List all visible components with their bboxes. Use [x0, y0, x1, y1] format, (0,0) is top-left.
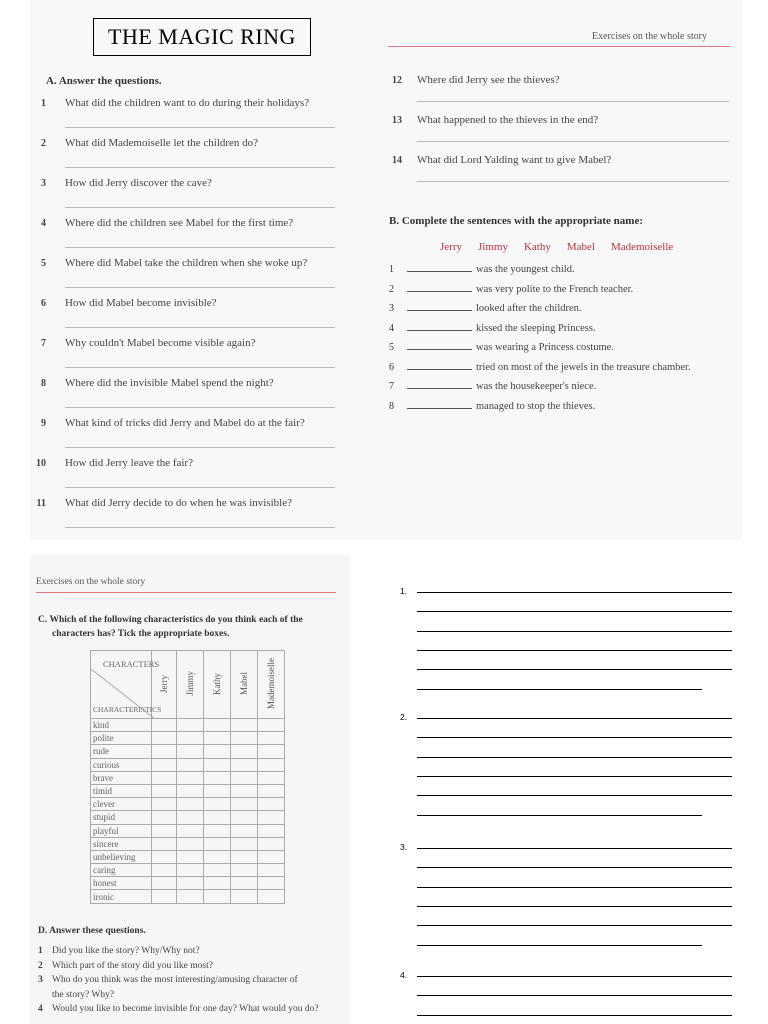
sentence-row — [389, 340, 614, 353]
tick-box[interactable] — [152, 837, 177, 850]
question-number: 4 — [41, 218, 46, 229]
sentence-text: was the housekeeper's niece. — [476, 381, 597, 392]
answer-line[interactable] — [65, 207, 335, 208]
question-number: 1 — [38, 946, 43, 956]
page2-header: Exercises on the whole story — [36, 577, 146, 587]
tick-box[interactable] — [177, 890, 204, 903]
tick-box[interactable] — [231, 877, 258, 890]
section-d-heading: D. Answer these questions. — [38, 926, 146, 936]
answer-number: 1. — [400, 586, 408, 596]
question-number: 1 — [41, 98, 46, 109]
writing-line[interactable] — [417, 1015, 732, 1016]
question-row — [38, 946, 200, 956]
table-corner-cell — [91, 651, 162, 719]
table-row — [91, 824, 285, 837]
answer-line[interactable] — [417, 101, 729, 102]
trait-label: rude — [91, 745, 152, 758]
name-list — [440, 237, 685, 255]
section-c-heading-2: characters has? Tick the appropriate boxes. — [52, 629, 230, 639]
name-blank[interactable] — [407, 379, 472, 389]
answer-line[interactable] — [65, 327, 335, 328]
answer-number: 4. — [400, 970, 408, 980]
tick-box[interactable] — [152, 719, 177, 732]
name-blank[interactable] — [407, 301, 472, 311]
writing-line[interactable] — [417, 592, 732, 593]
tick-box[interactable] — [231, 745, 258, 758]
answer-line[interactable] — [65, 447, 335, 448]
writing-line[interactable] — [417, 611, 732, 612]
question-text: What happened to the thieves in the end? — [417, 114, 599, 126]
writing-line[interactable] — [417, 718, 732, 719]
question-text: Where did the children see Mabel for the first time? — [65, 217, 294, 229]
tick-box[interactable] — [231, 719, 258, 732]
tick-box[interactable] — [152, 850, 177, 863]
tick-box[interactable] — [231, 864, 258, 877]
tick-box[interactable] — [231, 732, 258, 745]
tick-box[interactable] — [204, 864, 231, 877]
name-mademoiselle: Mademoiselle — [610, 241, 674, 253]
tick-box[interactable] — [258, 719, 285, 732]
question-text: What did Lord Yalding want to give Mabel? — [417, 154, 612, 166]
answer-line[interactable] — [65, 407, 335, 408]
trait-label: brave — [91, 771, 152, 784]
question-text: What did Jerry decide to do when he was invisible? — [65, 497, 292, 509]
table-row — [91, 732, 285, 745]
name-blank[interactable] — [407, 340, 472, 350]
answer-line[interactable] — [65, 527, 335, 528]
tick-box[interactable] — [152, 784, 177, 797]
answer-line[interactable] — [65, 247, 335, 248]
tick-box[interactable] — [231, 758, 258, 771]
tick-box[interactable] — [204, 758, 231, 771]
table-row — [91, 771, 285, 784]
question-number: 3 — [41, 178, 46, 189]
sentence-number: 2 — [389, 283, 394, 295]
writing-line[interactable] — [417, 815, 702, 816]
answer-line[interactable] — [65, 127, 335, 128]
writing-line[interactable] — [417, 887, 732, 888]
tick-box[interactable] — [177, 771, 204, 784]
sentence-text: was very polite to the French teacher. — [476, 283, 634, 295]
tick-box[interactable] — [231, 771, 258, 784]
trait-label: ironic — [91, 890, 152, 903]
question-text: the story? Why? — [52, 989, 115, 1000]
sentence-number: 1 — [389, 264, 394, 275]
tick-box[interactable] — [152, 824, 177, 837]
col-header-mabel: Mabel — [231, 651, 258, 719]
sentence-text: was the youngest child. — [476, 264, 575, 275]
sentence-row — [389, 262, 575, 275]
tick-box[interactable] — [204, 824, 231, 837]
tick-box[interactable] — [258, 877, 285, 890]
question-row — [38, 990, 114, 1000]
sentence-number: 7 — [389, 381, 394, 392]
tick-box[interactable] — [152, 732, 177, 745]
question-number: 9 — [41, 418, 46, 429]
question-text: How did Jerry leave the fair? — [65, 457, 193, 469]
tick-box[interactable] — [152, 771, 177, 784]
writing-line[interactable] — [417, 650, 732, 651]
sentence-row — [389, 399, 595, 412]
answer-line[interactable] — [65, 287, 335, 288]
tick-box[interactable] — [177, 877, 204, 890]
answer-line[interactable] — [417, 181, 729, 182]
name-blank[interactable] — [407, 399, 472, 409]
tick-box[interactable] — [152, 745, 177, 758]
tick-box[interactable] — [231, 837, 258, 850]
trait-label: honest — [91, 877, 152, 890]
question-number: 8 — [41, 378, 46, 389]
tick-box[interactable] — [152, 811, 177, 824]
trait-label: polite — [91, 732, 152, 745]
table-row — [91, 719, 285, 732]
table-row — [91, 850, 285, 863]
question-text: What kind of tricks did Jerry and Mabel do at the fair? — [65, 417, 305, 429]
answer-line[interactable] — [65, 167, 335, 168]
sentence-text: managed to stop the thieves. — [476, 400, 596, 412]
name-blank[interactable] — [407, 282, 472, 292]
writing-line[interactable] — [417, 631, 732, 632]
question-number — [38, 990, 52, 1000]
writing-line[interactable] — [417, 737, 732, 738]
tick-box[interactable] — [258, 798, 285, 811]
tick-box[interactable] — [204, 798, 231, 811]
question-number: 12 — [392, 75, 402, 86]
answer-number: 2. — [400, 712, 408, 722]
question-text: What did Mademoiselle let the children do? — [65, 137, 259, 149]
table-row — [91, 745, 285, 758]
tick-box[interactable] — [204, 877, 231, 890]
question-row — [38, 961, 213, 971]
header-exercises: Exercises on the whole story — [592, 31, 707, 42]
trait-label: clever — [91, 798, 152, 811]
page2-header-rule — [36, 592, 336, 593]
tick-box[interactable] — [258, 811, 285, 824]
question-text: How did Mabel become invisible? — [65, 297, 217, 309]
tick-box[interactable] — [231, 890, 258, 903]
question-number: 4 — [38, 1004, 43, 1014]
tick-box[interactable] — [204, 771, 231, 784]
tick-box[interactable] — [204, 745, 231, 758]
tick-box[interactable] — [231, 824, 258, 837]
writing-line[interactable] — [417, 906, 732, 907]
section-b-heading: B. Complete the sentences with the appropriate name: — [389, 215, 643, 227]
sentence-row — [389, 321, 596, 334]
sentence-number: 3 — [389, 303, 394, 314]
answer-line[interactable] — [65, 367, 335, 368]
question-text: Where did the invisible Mabel spend the night? — [65, 377, 274, 389]
table-row — [91, 784, 285, 797]
tick-box[interactable] — [258, 732, 285, 745]
question-row — [38, 975, 298, 985]
sentence-number: 4 — [389, 322, 394, 334]
sentence-text: was wearing a Princess costume. — [476, 342, 614, 353]
writing-line[interactable] — [417, 776, 732, 777]
trait-label: curious — [91, 758, 152, 771]
sentence-number: 6 — [389, 361, 394, 373]
tick-box[interactable] — [177, 824, 204, 837]
sentence-row — [389, 379, 596, 392]
section-c-heading: C. Which of the following characteristics do you think each of the — [38, 615, 303, 625]
trait-label: caring — [91, 864, 152, 877]
tick-box[interactable] — [204, 811, 231, 824]
question-text: What did the children want to do during their holidays? — [65, 97, 310, 109]
characteristics-table — [90, 650, 285, 904]
question-text: Did you like the story? Why/Why not? — [52, 946, 200, 956]
question-number: 14 — [392, 155, 402, 166]
tick-box[interactable] — [258, 745, 285, 758]
question-row — [38, 1004, 319, 1014]
tick-box[interactable] — [258, 864, 285, 877]
table-row — [91, 758, 285, 771]
tick-box[interactable] — [177, 864, 204, 877]
name-jimmy: Jimmy — [478, 241, 508, 253]
tick-box[interactable] — [204, 890, 231, 903]
table-row — [91, 890, 285, 903]
tick-box[interactable] — [258, 837, 285, 850]
trait-label: timid — [91, 784, 152, 797]
tick-box[interactable] — [152, 798, 177, 811]
tick-box[interactable] — [258, 784, 285, 797]
table-row — [91, 798, 285, 811]
question-text: Where did Mabel take the children when she woke up? — [65, 257, 308, 269]
question-text: Why couldn't Mabel become visible again? — [65, 337, 256, 349]
question-number: 11 — [36, 498, 46, 509]
writing-line[interactable] — [417, 848, 732, 849]
question-text: Who do you think was the most interesting/amusing character of — [52, 975, 298, 985]
tick-box[interactable] — [204, 850, 231, 863]
name-blank[interactable] — [407, 321, 472, 331]
tick-box[interactable] — [177, 850, 204, 863]
question-text: Where did Jerry see the thieves? — [417, 74, 560, 86]
writing-line[interactable] — [417, 795, 732, 796]
tick-box[interactable] — [231, 784, 258, 797]
sentence-row — [389, 282, 633, 295]
sentence-number: 8 — [389, 400, 394, 412]
name-kathy: Kathy — [523, 241, 551, 253]
tick-box[interactable] — [204, 732, 231, 745]
page-title: THE MAGIC RING — [93, 18, 311, 56]
question-number: 3 — [38, 975, 43, 985]
sentence-text: tried on most of the jewels in the treasure chamber. — [476, 361, 691, 373]
col-header-kathy: Kathy — [204, 651, 231, 719]
tick-box[interactable] — [204, 719, 231, 732]
col-header-jimmy: Jimmy — [177, 651, 204, 719]
writing-line[interactable] — [417, 689, 702, 690]
tick-box[interactable] — [177, 798, 204, 811]
tick-box[interactable] — [177, 811, 204, 824]
col-header-mademoiselle: Mademoiselle — [258, 651, 285, 719]
characteristics-label: CHARACTERISTICS — [93, 705, 162, 714]
question-text: Would you like to become invisible for one day? What would you do? — [52, 1004, 319, 1014]
question-number: 2 — [38, 960, 43, 971]
question-number: 5 — [41, 258, 46, 269]
writing-line[interactable] — [417, 995, 732, 996]
question-number: 7 — [41, 338, 46, 349]
tick-box[interactable] — [152, 890, 177, 903]
table-row — [91, 811, 285, 824]
tick-box[interactable] — [258, 890, 285, 903]
answer-line[interactable] — [417, 141, 729, 142]
trait-label: unbelieving — [91, 850, 152, 863]
question-number: 6 — [41, 298, 46, 309]
writing-line[interactable] — [417, 976, 732, 977]
trait-label: stupid — [91, 811, 152, 824]
writing-line[interactable] — [417, 867, 732, 868]
writing-line[interactable] — [417, 925, 732, 926]
tick-box[interactable] — [258, 771, 285, 784]
name-blank[interactable] — [407, 360, 472, 370]
question-number: 13 — [392, 115, 402, 126]
sentence-text: kissed the sleeping Princess. — [476, 322, 596, 334]
col-header-jerry: Jerry — [152, 651, 177, 719]
answer-number: 3. — [400, 842, 408, 852]
table-row — [91, 864, 285, 877]
header-rule — [388, 46, 730, 47]
tick-box[interactable] — [177, 719, 204, 732]
tick-box[interactable] — [204, 837, 231, 850]
table-row — [91, 877, 285, 890]
trait-label: sincere — [91, 837, 152, 850]
trait-label: playful — [91, 824, 152, 837]
writing-line[interactable] — [417, 669, 732, 670]
question-number: 10 — [36, 458, 46, 469]
name-blank[interactable] — [407, 262, 472, 272]
section-a-heading: A. Answer the questions. — [46, 75, 162, 87]
tick-box[interactable] — [204, 784, 231, 797]
name-jerry: Jerry — [440, 241, 462, 253]
name-mabel: Mabel — [566, 241, 595, 253]
answer-line[interactable] — [65, 487, 335, 488]
sentence-text: looked after the children. — [476, 303, 582, 314]
question-text: Which part of the story did you like most? — [52, 960, 213, 971]
tick-box[interactable] — [177, 745, 204, 758]
question-number: 2 — [41, 138, 46, 149]
tick-box[interactable] — [231, 798, 258, 811]
sentence-row — [389, 301, 582, 314]
writing-line[interactable] — [417, 945, 702, 946]
tick-box[interactable] — [177, 732, 204, 745]
tick-box[interactable] — [177, 784, 204, 797]
table-row — [91, 837, 285, 850]
tick-box[interactable] — [231, 850, 258, 863]
writing-line[interactable] — [417, 757, 732, 758]
tick-box[interactable] — [152, 864, 177, 877]
characters-label: CHARACTERS — [103, 659, 160, 669]
tick-box[interactable] — [258, 824, 285, 837]
tick-box[interactable] — [152, 877, 177, 890]
tick-box[interactable] — [231, 811, 258, 824]
tick-box[interactable] — [258, 758, 285, 771]
sentence-row — [389, 360, 691, 373]
sentence-number: 5 — [389, 342, 394, 353]
tick-box[interactable] — [177, 758, 204, 771]
tick-box[interactable] — [152, 758, 177, 771]
tick-box[interactable] — [258, 850, 285, 863]
tick-box[interactable] — [177, 837, 204, 850]
question-text: How did Jerry discover the cave? — [65, 177, 212, 189]
trait-label: kind — [91, 719, 152, 732]
